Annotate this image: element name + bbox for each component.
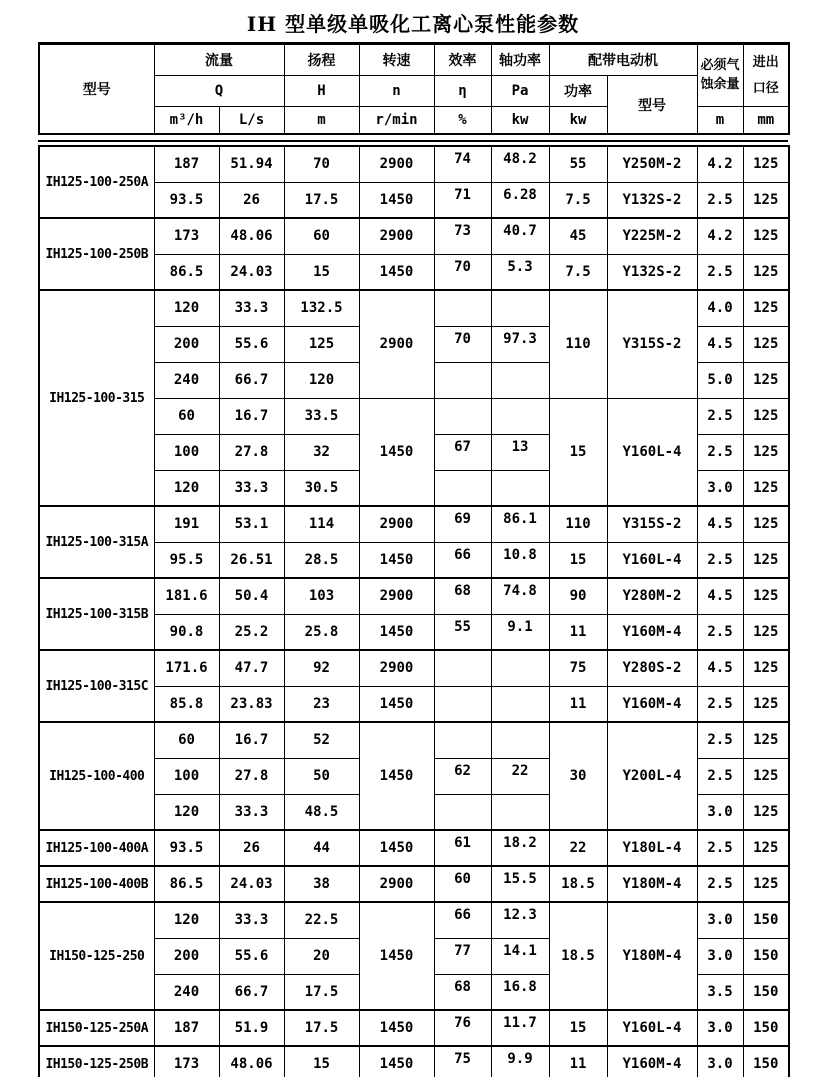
cell-motor-power: 110 xyxy=(549,506,607,542)
cell-diameter: 125 xyxy=(743,398,789,434)
header-inout-diameter xyxy=(743,44,789,107)
cell-flow-m3h: 86.5 xyxy=(154,254,219,290)
cell-motor-model: Y160M-4 xyxy=(607,1046,697,1077)
cell-motor-power: 110 xyxy=(549,290,607,398)
cell-motor-model: Y160L-4 xyxy=(607,1010,697,1046)
table-row xyxy=(39,722,789,758)
cell-shaft-power xyxy=(491,290,549,326)
cell-efficiency: 66 xyxy=(434,542,491,578)
cell-speed: 2900 xyxy=(359,290,434,398)
cell-head: 38 xyxy=(284,866,359,902)
cell-pump-model: IH125-100-315A xyxy=(39,506,154,578)
cell-motor-model: Y250M-2 xyxy=(607,146,697,182)
cell-speed: 2900 xyxy=(359,650,434,686)
cell-head: 44 xyxy=(284,830,359,866)
header-motor-group: 配带电动机 xyxy=(549,44,697,76)
cell-flow-ls: 24.03 xyxy=(219,254,284,290)
header-efficiency-unit: % xyxy=(434,107,491,135)
cell-shaft-power xyxy=(491,470,549,506)
cell-motor-model: Y160L-4 xyxy=(607,398,697,506)
header-inout-unit: mm xyxy=(743,107,789,135)
cell-shaft-power xyxy=(491,650,549,686)
cell-diameter: 125 xyxy=(743,686,789,722)
cell-motor-power: 18.5 xyxy=(549,902,607,1010)
cell-head: 92 xyxy=(284,650,359,686)
cell-npsh: 5.0 xyxy=(697,362,743,398)
cell-flow-m3h: 200 xyxy=(154,326,219,362)
header-speed-unit: r/min xyxy=(359,107,434,135)
cell-npsh: 3.0 xyxy=(697,902,743,938)
header-shaft-power-symbol: Pa xyxy=(491,76,549,107)
table-row xyxy=(39,1046,789,1077)
cell-motor-power: 7.5 xyxy=(549,182,607,218)
cell-motor-power: 45 xyxy=(549,218,607,254)
cell-head: 60 xyxy=(284,218,359,254)
cell-flow-ls: 33.3 xyxy=(219,470,284,506)
cell-flow-ls: 66.7 xyxy=(219,974,284,1010)
cell-pump-model: IH125-100-315B xyxy=(39,578,154,650)
cell-efficiency: 60 xyxy=(434,866,491,902)
cell-speed: 1450 xyxy=(359,182,434,218)
cell-npsh: 2.5 xyxy=(697,542,743,578)
cell-shaft-power: 10.8 xyxy=(491,542,549,578)
cell-flow-ls: 33.3 xyxy=(219,290,284,326)
cell-head: 17.5 xyxy=(284,1010,359,1046)
header-shaft-power: 轴功率 xyxy=(491,44,549,76)
table-row xyxy=(39,578,789,614)
cell-flow-ls: 47.7 xyxy=(219,650,284,686)
cell-npsh: 2.5 xyxy=(697,686,743,722)
cell-efficiency: 70 xyxy=(434,254,491,290)
cell-efficiency: 61 xyxy=(434,830,491,866)
cell-npsh: 4.5 xyxy=(697,578,743,614)
cell-motor-power: 18.5 xyxy=(549,866,607,902)
cell-pump-model: IH125-100-315C xyxy=(39,650,154,722)
cell-diameter: 125 xyxy=(743,542,789,578)
cell-head: 25.8 xyxy=(284,614,359,650)
cell-speed: 1450 xyxy=(359,830,434,866)
cell-motor-model: Y160L-4 xyxy=(607,542,697,578)
cell-flow-m3h: 187 xyxy=(154,146,219,182)
cell-shaft-power: 5.3 xyxy=(491,254,549,290)
cell-shaft-power xyxy=(491,398,549,434)
cell-pump-model: IH150-125-250A xyxy=(39,1010,154,1046)
cell-flow-m3h: 171.6 xyxy=(154,650,219,686)
cell-flow-m3h: 200 xyxy=(154,938,219,974)
cell-flow-m3h: 240 xyxy=(154,974,219,1010)
header-shaft-power-unit: kw xyxy=(491,107,549,135)
cell-shaft-power: 6.28 xyxy=(491,182,549,218)
cell-motor-power: 7.5 xyxy=(549,254,607,290)
cell-diameter: 150 xyxy=(743,902,789,938)
cell-diameter: 125 xyxy=(743,470,789,506)
cell-motor-power: 55 xyxy=(549,146,607,182)
cell-shaft-power: 18.2 xyxy=(491,830,549,866)
cell-pump-model: IH125-100-250B xyxy=(39,218,154,290)
cell-flow-m3h: 120 xyxy=(154,470,219,506)
cell-motor-power: 11 xyxy=(549,1046,607,1077)
table-row xyxy=(39,830,789,866)
cell-diameter: 125 xyxy=(743,758,789,794)
cell-flow-ls: 27.8 xyxy=(219,758,284,794)
cell-motor-model: Y280M-2 xyxy=(607,578,697,614)
cell-motor-power: 15 xyxy=(549,542,607,578)
cell-efficiency xyxy=(434,722,491,758)
cell-motor-model: Y315S-2 xyxy=(607,290,697,398)
cell-shaft-power: 16.8 xyxy=(491,974,549,1010)
cell-head: 120 xyxy=(284,362,359,398)
cell-flow-m3h: 173 xyxy=(154,1046,219,1077)
cell-motor-power: 30 xyxy=(549,722,607,830)
table-row xyxy=(39,506,789,542)
cell-efficiency xyxy=(434,686,491,722)
cell-pump-model: IH125-100-250A xyxy=(39,146,154,218)
cell-head: 32 xyxy=(284,434,359,470)
table-row xyxy=(39,866,789,902)
cell-speed: 2900 xyxy=(359,866,434,902)
header-efficiency-symbol: η xyxy=(434,76,491,107)
cell-pump-model: IH125-100-315 xyxy=(39,290,154,506)
table-row xyxy=(39,290,789,326)
cell-efficiency: 74 xyxy=(434,146,491,182)
header-pump-model: 型号 xyxy=(39,44,154,135)
cell-speed: 1450 xyxy=(359,614,434,650)
cell-flow-ls: 23.83 xyxy=(219,686,284,722)
cell-efficiency: 69 xyxy=(434,506,491,542)
cell-speed: 1450 xyxy=(359,254,434,290)
cell-diameter: 125 xyxy=(743,254,789,290)
cell-diameter: 125 xyxy=(743,218,789,254)
cell-diameter: 150 xyxy=(743,938,789,974)
cell-flow-m3h: 240 xyxy=(154,362,219,398)
cell-head: 103 xyxy=(284,578,359,614)
cell-npsh: 2.5 xyxy=(697,614,743,650)
header-speed: 转速 xyxy=(359,44,434,76)
cell-flow-m3h: 120 xyxy=(154,902,219,938)
cell-efficiency: 68 xyxy=(434,974,491,1010)
table-row xyxy=(39,902,789,938)
cell-pump-model: IH125-100-400 xyxy=(39,722,154,830)
cell-flow-ls: 55.6 xyxy=(219,938,284,974)
cell-flow-m3h: 60 xyxy=(154,398,219,434)
cell-motor-model: Y160M-4 xyxy=(607,686,697,722)
cell-flow-m3h: 181.6 xyxy=(154,578,219,614)
header-speed-symbol: n xyxy=(359,76,434,107)
cell-shaft-power xyxy=(491,794,549,830)
cell-flow-m3h: 95.5 xyxy=(154,542,219,578)
data-table xyxy=(38,145,790,1077)
cell-efficiency: 71 xyxy=(434,182,491,218)
cell-flow-ls: 25.2 xyxy=(219,614,284,650)
cell-motor-power: 22 xyxy=(549,830,607,866)
cell-shaft-power: 11.7 xyxy=(491,1010,549,1046)
cell-diameter: 125 xyxy=(743,506,789,542)
cell-speed: 2900 xyxy=(359,506,434,542)
cell-shaft-power: 48.2 xyxy=(491,146,549,182)
header-head-symbol: H xyxy=(284,76,359,107)
cell-flow-ls: 50.4 xyxy=(219,578,284,614)
cell-npsh: 3.0 xyxy=(697,794,743,830)
cell-shaft-power xyxy=(491,686,549,722)
cell-efficiency xyxy=(434,362,491,398)
cell-shaft-power: 74.8 xyxy=(491,578,549,614)
cell-diameter: 150 xyxy=(743,1010,789,1046)
cell-efficiency xyxy=(434,398,491,434)
cell-npsh: 2.5 xyxy=(697,434,743,470)
cell-motor-power: 11 xyxy=(549,686,607,722)
cell-flow-m3h: 93.5 xyxy=(154,182,219,218)
cell-efficiency xyxy=(434,470,491,506)
cell-efficiency xyxy=(434,794,491,830)
header-flow-unit-m3h: m³/h xyxy=(154,107,219,135)
cell-npsh: 4.2 xyxy=(697,146,743,182)
cell-head: 20 xyxy=(284,938,359,974)
cell-motor-model: Y180M-4 xyxy=(607,902,697,1010)
cell-npsh: 4.5 xyxy=(697,326,743,362)
cell-motor-model: Y180L-4 xyxy=(607,830,697,866)
cell-motor-model: Y315S-2 xyxy=(607,506,697,542)
cell-efficiency: 62 xyxy=(434,758,491,794)
cell-flow-ls: 26.51 xyxy=(219,542,284,578)
cell-shaft-power: 40.7 xyxy=(491,218,549,254)
cell-shaft-power: 9.9 xyxy=(491,1046,549,1077)
cell-motor-power: 15 xyxy=(549,398,607,506)
cell-motor-model: Y225M-2 xyxy=(607,218,697,254)
cell-head: 17.5 xyxy=(284,182,359,218)
cell-flow-ls: 26 xyxy=(219,182,284,218)
cell-motor-model: Y180M-4 xyxy=(607,866,697,902)
header-head-unit: m xyxy=(284,107,359,135)
cell-speed: 1450 xyxy=(359,542,434,578)
cell-npsh: 2.5 xyxy=(697,722,743,758)
cell-npsh: 3.0 xyxy=(697,470,743,506)
header-motor-model: 型号 xyxy=(607,76,697,135)
cell-npsh: 2.5 xyxy=(697,398,743,434)
cell-diameter: 150 xyxy=(743,974,789,1010)
table-row xyxy=(39,146,789,182)
cell-efficiency: 76 xyxy=(434,1010,491,1046)
cell-diameter: 125 xyxy=(743,326,789,362)
cell-efficiency: 68 xyxy=(434,578,491,614)
cell-efficiency: 55 xyxy=(434,614,491,650)
cell-flow-ls: 66.7 xyxy=(219,362,284,398)
header-npsh xyxy=(697,44,743,107)
cell-flow-ls: 55.6 xyxy=(219,326,284,362)
cell-motor-model: Y280S-2 xyxy=(607,650,697,686)
cell-head: 132.5 xyxy=(284,290,359,326)
cell-npsh: 3.0 xyxy=(697,938,743,974)
cell-motor-power: 11 xyxy=(549,614,607,650)
cell-head: 52 xyxy=(284,722,359,758)
cell-npsh: 2.5 xyxy=(697,866,743,902)
cell-flow-m3h: 100 xyxy=(154,758,219,794)
cell-motor-power: 15 xyxy=(549,1010,607,1046)
cell-motor-model: Y160M-4 xyxy=(607,614,697,650)
cell-npsh: 2.5 xyxy=(697,182,743,218)
cell-efficiency: 75 xyxy=(434,1046,491,1077)
cell-motor-model: Y132S-2 xyxy=(607,254,697,290)
header-flow-symbol: Q xyxy=(154,76,284,107)
cell-efficiency xyxy=(434,290,491,326)
cell-npsh: 3.0 xyxy=(697,1046,743,1077)
cell-diameter: 125 xyxy=(743,578,789,614)
cell-head: 15 xyxy=(284,254,359,290)
cell-diameter: 125 xyxy=(743,830,789,866)
cell-diameter: 125 xyxy=(743,182,789,218)
cell-flow-ls: 53.1 xyxy=(219,506,284,542)
cell-shaft-power: 86.1 xyxy=(491,506,549,542)
cell-speed: 2900 xyxy=(359,578,434,614)
cell-flow-ls: 51.94 xyxy=(219,146,284,182)
cell-flow-ls: 33.3 xyxy=(219,902,284,938)
cell-shaft-power: 15.5 xyxy=(491,866,549,902)
cell-diameter: 125 xyxy=(743,722,789,758)
cell-flow-m3h: 85.8 xyxy=(154,686,219,722)
header-npsh-unit: m xyxy=(697,107,743,135)
cell-flow-m3h: 86.5 xyxy=(154,866,219,902)
cell-motor-model: Y132S-2 xyxy=(607,182,697,218)
cell-efficiency: 77 xyxy=(434,938,491,974)
cell-flow-ls: 51.9 xyxy=(219,1010,284,1046)
cell-flow-m3h: 60 xyxy=(154,722,219,758)
cell-diameter: 125 xyxy=(743,650,789,686)
cell-flow-m3h: 100 xyxy=(154,434,219,470)
cell-flow-m3h: 120 xyxy=(154,794,219,830)
cell-flow-m3h: 93.5 xyxy=(154,830,219,866)
header-motor-power: 功率 xyxy=(549,76,607,107)
cell-speed: 2900 xyxy=(359,146,434,182)
cell-flow-ls: 16.7 xyxy=(219,722,284,758)
table-row xyxy=(39,1010,789,1046)
table-row xyxy=(39,650,789,686)
cell-speed: 1450 xyxy=(359,1046,434,1077)
cell-diameter: 125 xyxy=(743,362,789,398)
header-table xyxy=(38,42,790,135)
cell-npsh: 4.2 xyxy=(697,218,743,254)
page-title: IH 型单级单吸化工离心泵性能参数 xyxy=(246,12,580,36)
cell-npsh: 2.5 xyxy=(697,758,743,794)
cell-speed: 1450 xyxy=(359,902,434,1010)
header-flow: 流量 xyxy=(154,44,284,76)
cell-shaft-power xyxy=(491,722,549,758)
cell-diameter: 125 xyxy=(743,866,789,902)
cell-flow-m3h: 191 xyxy=(154,506,219,542)
cell-npsh: 4.5 xyxy=(697,650,743,686)
cell-diameter: 125 xyxy=(743,794,789,830)
cell-flow-ls: 48.06 xyxy=(219,1046,284,1077)
cell-efficiency: 66 xyxy=(434,902,491,938)
cell-head: 15 xyxy=(284,1046,359,1077)
header-inout-label: 进出口径 xyxy=(752,54,779,96)
cell-shaft-power: 12.3 xyxy=(491,902,549,938)
cell-head: 50 xyxy=(284,758,359,794)
cell-pump-model: IH125-100-400B xyxy=(39,866,154,902)
cell-diameter: 125 xyxy=(743,434,789,470)
cell-motor-power: 90 xyxy=(549,578,607,614)
cell-flow-ls: 24.03 xyxy=(219,866,284,902)
cell-npsh: 4.0 xyxy=(697,290,743,326)
cell-head: 125 xyxy=(284,326,359,362)
cell-shaft-power: 97.3 xyxy=(491,326,549,362)
cell-npsh: 3.0 xyxy=(697,1010,743,1046)
cell-flow-m3h: 90.8 xyxy=(154,614,219,650)
cell-head: 33.5 xyxy=(284,398,359,434)
cell-efficiency: 67 xyxy=(434,434,491,470)
cell-npsh: 4.5 xyxy=(697,506,743,542)
cell-speed: 1450 xyxy=(359,1010,434,1046)
header-efficiency: 效率 xyxy=(434,44,491,76)
cell-speed: 1450 xyxy=(359,722,434,830)
cell-shaft-power: 9.1 xyxy=(491,614,549,650)
cell-speed: 1450 xyxy=(359,398,434,506)
table-row xyxy=(39,218,789,254)
cell-efficiency xyxy=(434,650,491,686)
cell-speed: 1450 xyxy=(359,686,434,722)
cell-motor-model: Y200L-4 xyxy=(607,722,697,830)
header-head: 扬程 xyxy=(284,44,359,76)
cell-efficiency: 70 xyxy=(434,326,491,362)
header-motor-power-unit: kw xyxy=(549,107,607,135)
cell-head: 30.5 xyxy=(284,470,359,506)
cell-npsh: 3.5 xyxy=(697,974,743,1010)
cell-efficiency: 73 xyxy=(434,218,491,254)
cell-head: 28.5 xyxy=(284,542,359,578)
cell-head: 48.5 xyxy=(284,794,359,830)
cell-flow-ls: 48.06 xyxy=(219,218,284,254)
cell-pump-model: IH125-100-400A xyxy=(39,830,154,866)
cell-shaft-power: 22 xyxy=(491,758,549,794)
cell-diameter: 125 xyxy=(743,290,789,326)
cell-pump-model: IH150-125-250 xyxy=(39,902,154,1010)
cell-flow-ls: 16.7 xyxy=(219,398,284,434)
cell-flow-ls: 26 xyxy=(219,830,284,866)
cell-diameter: 150 xyxy=(743,1046,789,1077)
cell-flow-ls: 27.8 xyxy=(219,434,284,470)
cell-motor-power: 75 xyxy=(549,650,607,686)
cell-shaft-power: 13 xyxy=(491,434,549,470)
cell-head: 23 xyxy=(284,686,359,722)
cell-flow-m3h: 120 xyxy=(154,290,219,326)
cell-npsh: 2.5 xyxy=(697,830,743,866)
cell-pump-model: IH150-125-250B xyxy=(39,1046,154,1077)
header-npsh-label: 必须气蚀余量 xyxy=(700,57,740,92)
cell-shaft-power: 14.1 xyxy=(491,938,549,974)
cell-head: 114 xyxy=(284,506,359,542)
cell-head: 22.5 xyxy=(284,902,359,938)
cell-npsh: 2.5 xyxy=(697,254,743,290)
header-flow-unit-ls: L/s xyxy=(219,107,284,135)
cell-flow-m3h: 173 xyxy=(154,218,219,254)
cell-diameter: 125 xyxy=(743,614,789,650)
cell-diameter: 125 xyxy=(743,146,789,182)
cell-shaft-power xyxy=(491,362,549,398)
cell-flow-m3h: 187 xyxy=(154,1010,219,1046)
table-block xyxy=(38,0,788,1077)
cell-head: 17.5 xyxy=(284,974,359,1010)
cell-speed: 2900 xyxy=(359,218,434,254)
cell-flow-ls: 33.3 xyxy=(219,794,284,830)
cell-head: 70 xyxy=(284,146,359,182)
